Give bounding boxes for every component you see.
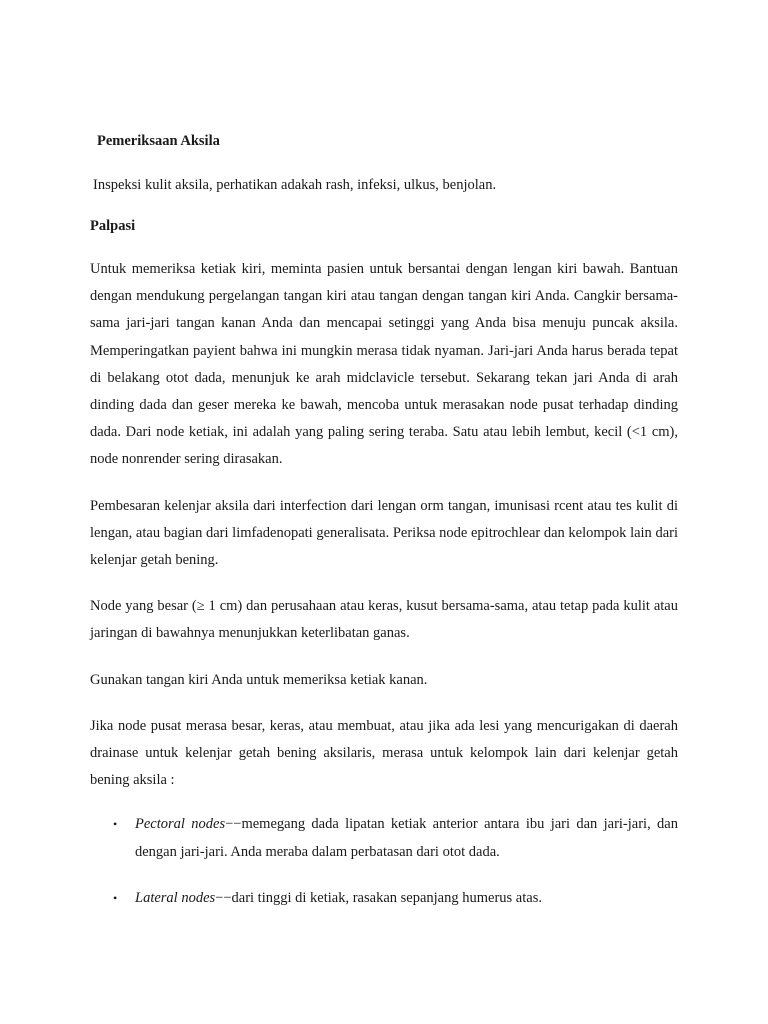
list-item	[90, 811, 678, 866]
list-item-text: dari tinggi di ketiak, rasakan sepanjang humerus atas.	[231, 890, 542, 907]
bullet-icon: •	[113, 891, 118, 906]
paragraph-3: Node yang besar (≥ 1 cm) dan perusahaan atau keras, kusut bersama-sama, atau tetap pada kulit atau jaringan di bawahnya menunjukkan keterlibatan ganas.	[90, 598, 678, 642]
list-item	[90, 885, 678, 913]
list-item-separator: −−	[215, 890, 232, 907]
paragraph-2: Pembesaran kelenjar aksila dari interfection dari lengan orm tangan, imunisasi rcent atau tes kulit di lengan, atau bagian dari limfadenopati generalisata. Periksa node epitrochlear dan kelompok lain dari kelenjar getah bening.	[90, 497, 678, 569]
document-title: Pemeriksaan Aksila	[97, 133, 220, 149]
list-item-term: Pectoral nodes	[135, 816, 226, 833]
list-item-text: memegang dada lipatan ketiak anterior antara ibu jari dan jari-jari, dan dengan jari-jari. Anda meraba dalam perbatasan dari otot dada.	[135, 816, 678, 860]
list-item-term: Lateral nodes	[135, 890, 216, 907]
paragraph-5: Jika node pusat merasa besar, keras, atau membuat, atau jika ada lesi yang mencurigakan di daerah drainase untuk kelenjar getah bening aksilaris, merasa untuk kelompok lain dari kelenjar getah bening aksila :	[90, 717, 678, 789]
bullet-icon: •	[113, 817, 118, 832]
intro-paragraph: Inspeksi kulit aksila, perhatikan adakah rash, infeksi, ulkus, benjolan.	[93, 177, 497, 193]
list-item-separator: −−	[225, 816, 242, 833]
paragraph-4: Gunakan tangan kiri Anda untuk memeriksa ketiak kanan.	[90, 671, 428, 688]
paragraph-1: Untuk memeriksa ketiak kiri, meminta pasien untuk bersantai dengan lengan kiri bawah. Bantuan dengan mendukung pergelangan tangan kiri atau tangan dengan tangan kiri Anda. Cangkir bersama-sama jari-jari tangan kanan Anda dan mencapai setinggi yang Anda bisa menuju puncak aksila. Memperingatkan payient bahwa ini mungkin merasa tidak nyaman. Jari-jari Anda harus berada tepat di belakang otot dada, menunjuk ke arah midclavicle tersebut. Sekarang tekan jari Anda di arah dinding dada dan geser mereka ke bawah, mencoba untuk merasakan node pusat terhadap dinding dada. Dari node ketiak, ini adalah yang paling sering teraba. Satu atau lebih lembut, kecil (<1 cm), node nonrender sering dirasakan.	[90, 261, 678, 468]
section-heading-palpasi: Palpasi	[90, 218, 136, 234]
node-list	[90, 811, 678, 913]
